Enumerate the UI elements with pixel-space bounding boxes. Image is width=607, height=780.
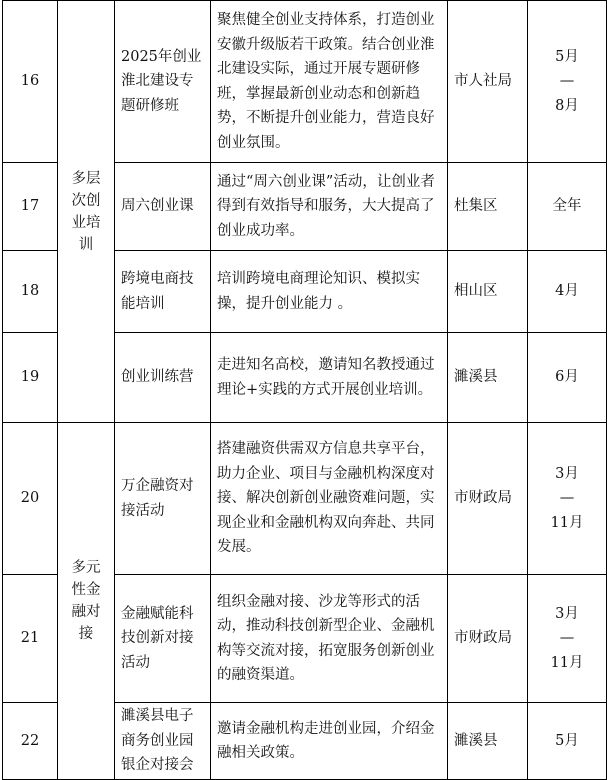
schedule-start: 全年 [552, 198, 582, 215]
responsible-unit: 相山区 [448, 251, 528, 333]
activity-name: 濉溪县电子商务创业园银企对接会 [115, 703, 211, 780]
schedule-start: 5月 [555, 732, 579, 749]
schedule [528, 423, 607, 575]
schedule [528, 575, 607, 703]
responsible-unit: 市财政局 [448, 423, 528, 575]
category-cell: 多元性金融对接 [58, 423, 115, 780]
schedule [528, 1, 607, 163]
row-number: 18 [3, 251, 58, 333]
schedule [528, 163, 607, 251]
schedule-start: 3月 [555, 605, 579, 622]
table-row [3, 1, 607, 163]
table-row [3, 423, 607, 575]
activity-description: 走进知名高校，邀请知名教授通过理论+实践的方式开展创业培训。 [211, 333, 448, 423]
schedule-start: 3月 [555, 465, 579, 482]
schedule-dash: — [559, 73, 575, 90]
activity-name: 金融赋能科技创新对接活动 [115, 575, 211, 703]
activity-name: 跨境电商技能培训 [115, 251, 211, 333]
activity-description: 通过“周六创业课”活动，让创业者得到有效指导和服务，大大提高了创业成功率。 [211, 163, 448, 251]
schedule-end: 11月 [550, 654, 584, 671]
activity-name: 创业训练营 [115, 333, 211, 423]
category-cell: 多层次创业培训 [58, 1, 115, 423]
row-number: 19 [3, 333, 58, 423]
activity-description: 聚焦健全创业支持体系，打造创业安徽升级版若干政策。结合创业淮北建设实际，通过开展专题研修班，掌握最新创业动态和创新趋势，不断提升创业能力，营造良好创业氛围。 [211, 1, 448, 163]
schedule-end: 8月 [555, 97, 579, 114]
activity-name: 2025年创业淮北建设专题研修班 [115, 1, 211, 163]
schedule-start: 4月 [555, 283, 579, 300]
activity-name: 周六创业课 [115, 163, 211, 251]
schedule [528, 251, 607, 333]
row-number: 16 [3, 1, 58, 163]
row-number: 22 [3, 703, 58, 780]
schedule-end: 11月 [550, 514, 584, 531]
row-number: 21 [3, 575, 58, 703]
responsible-unit: 杜集区 [448, 163, 528, 251]
schedule [528, 333, 607, 423]
row-number: 17 [3, 163, 58, 251]
activity-description: 组织金融对接、沙龙等形式的活动，推动科技创新型企业、金融机构等交流对接，拓宽服务创新创业的融资渠道。 [211, 575, 448, 703]
responsible-unit: 市人社局 [448, 1, 528, 163]
activity-description: 邀请金融机构走进创业园，介绍金融相关政策。 [211, 703, 448, 780]
schedule [528, 703, 607, 780]
schedule-dash: — [559, 630, 575, 647]
schedule-start: 6月 [555, 369, 579, 386]
activity-table [2, 0, 607, 780]
activity-name: 万企融资对接活动 [115, 423, 211, 575]
responsible-unit: 市财政局 [448, 575, 528, 703]
activity-description: 培训跨境电商理论知识、模拟实操，提升创业能力 。 [211, 251, 448, 333]
row-number: 20 [3, 423, 58, 575]
activity-description: 搭建融资供需双方信息共享平台，助力企业、项目与金融机构深度对接、解决创新创业融资难问题，实现企业和金融机构双向奔赴、共同发展。 [211, 423, 448, 575]
schedule-dash: — [559, 490, 575, 507]
responsible-unit: 濉溪县 [448, 333, 528, 423]
responsible-unit: 濉溪县 [448, 703, 528, 780]
schedule-start: 5月 [555, 48, 579, 65]
